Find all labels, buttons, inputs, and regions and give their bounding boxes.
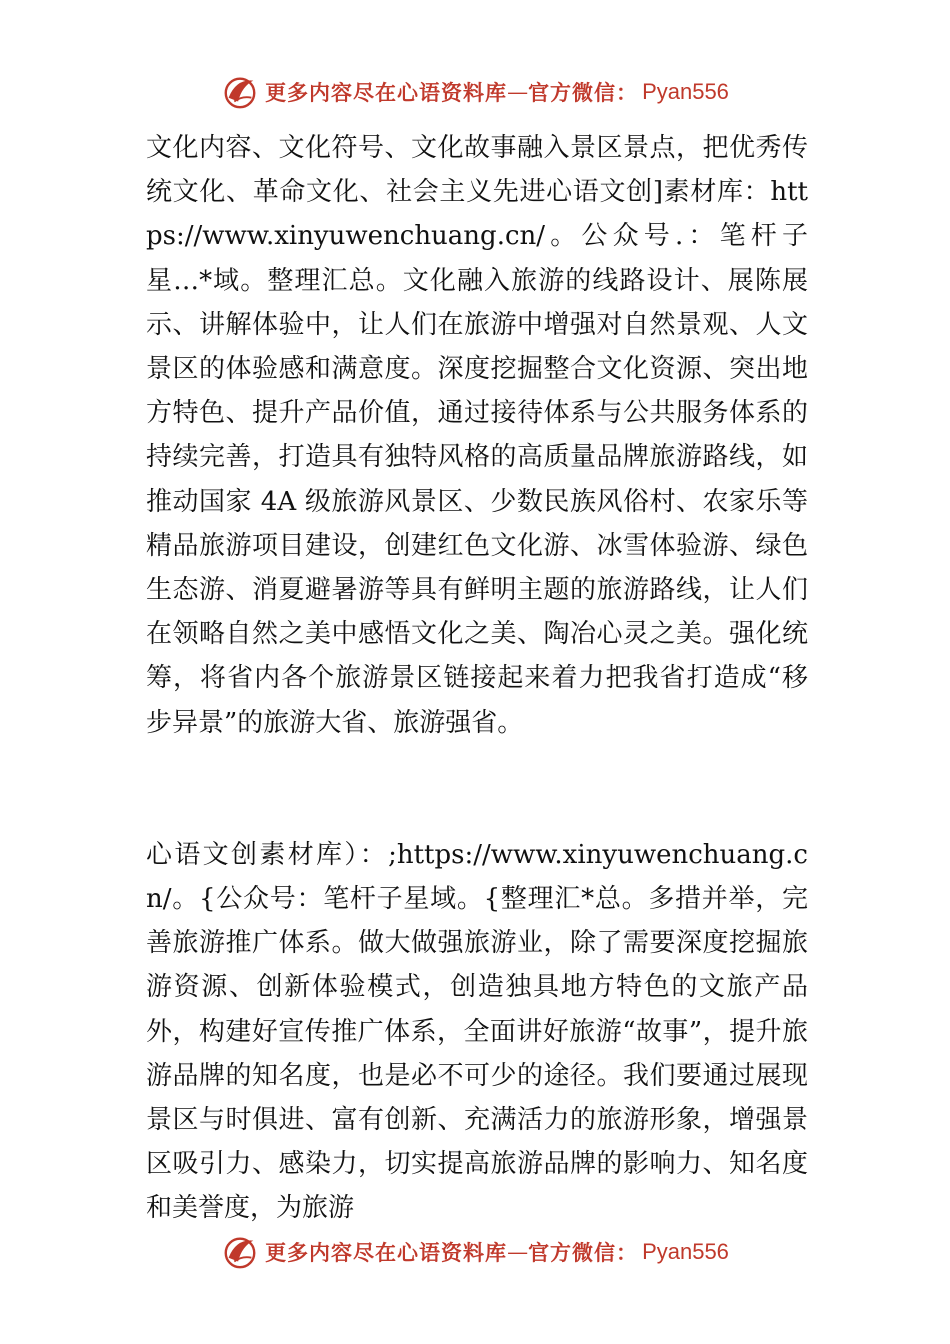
banner-wechat-label: 官方微信： <box>528 80 639 105</box>
footer-banner <box>0 1232 950 1272</box>
paragraph-1: 文化内容、文化符号、文化故事融入景区景点，把优秀传统文化、革命文化、社会主义先进心语文创]素材库：https://www.xinyuwenchuang.cn/。公众号.：笔杆子星…*域。整理汇总。文化融入旅游的线路设计、展陈展示、讲解体验中，让人们在旅游中增强对自然景观、人文景区的体验感和满意度。深度挖掘整合文化资源、突出地方特色、提升产品价值，通过接待体系与公共服务体系的持续完善，打造具有独特风格的高质量品牌旅游路线，如推动国家 4A 级旅游风景区、少数民族风俗村、农家乐等精品旅游项目建设，创建红色文化游、冰雪体验游、绿色生态游、消夏避暑游等具有鲜明主题的旅游路线，让人们在领略自然之美中感悟文化之美、陶冶心灵之美。强化统筹，将省内各个旅游景区链接起来着力把我省打造成“移步异景”的旅游大省、旅游强省。 <box>146 133 808 738</box>
xinyu-logo-icon <box>221 1233 259 1271</box>
banner-dash: — <box>507 80 529 104</box>
paragraph-gap <box>146 745 808 833</box>
header-banner <box>0 72 950 112</box>
banner-main-text: 更多内容尽在心语资料库 <box>265 1240 508 1265</box>
banner-wechat-label: 官方微信： <box>528 1240 639 1265</box>
banner-wechat-id: Pyan556 <box>642 79 729 104</box>
document-body <box>146 126 808 1231</box>
banner-main-text: 更多内容尽在心语资料库 <box>265 80 508 105</box>
banner-dash: — <box>507 1240 529 1264</box>
paragraph-2: 心语文创素材库）：;https://www.xinyuwenchuang.cn/。{公众号：笔杆子星域。{整理汇*总。多措并举，完善旅游推广体系。做大做强旅游业，除了需要深度挖掘旅游资源、创新体验模式，创造独具地方特色的文旅产品外，构建好宣传推广体系，全面讲好旅游“故事”，提升旅游品牌的知名度，也是必不可少的途径。我们要通过展现景区与时俱进、富有创新、充满活力的旅游形象，增强景区吸引力、感染力，切实提高旅游品牌的影响力、知名度和美誉度，为旅游 <box>146 839 808 1224</box>
banner-wechat-id: Pyan556 <box>642 1239 729 1264</box>
xinyu-logo-icon <box>221 73 259 111</box>
